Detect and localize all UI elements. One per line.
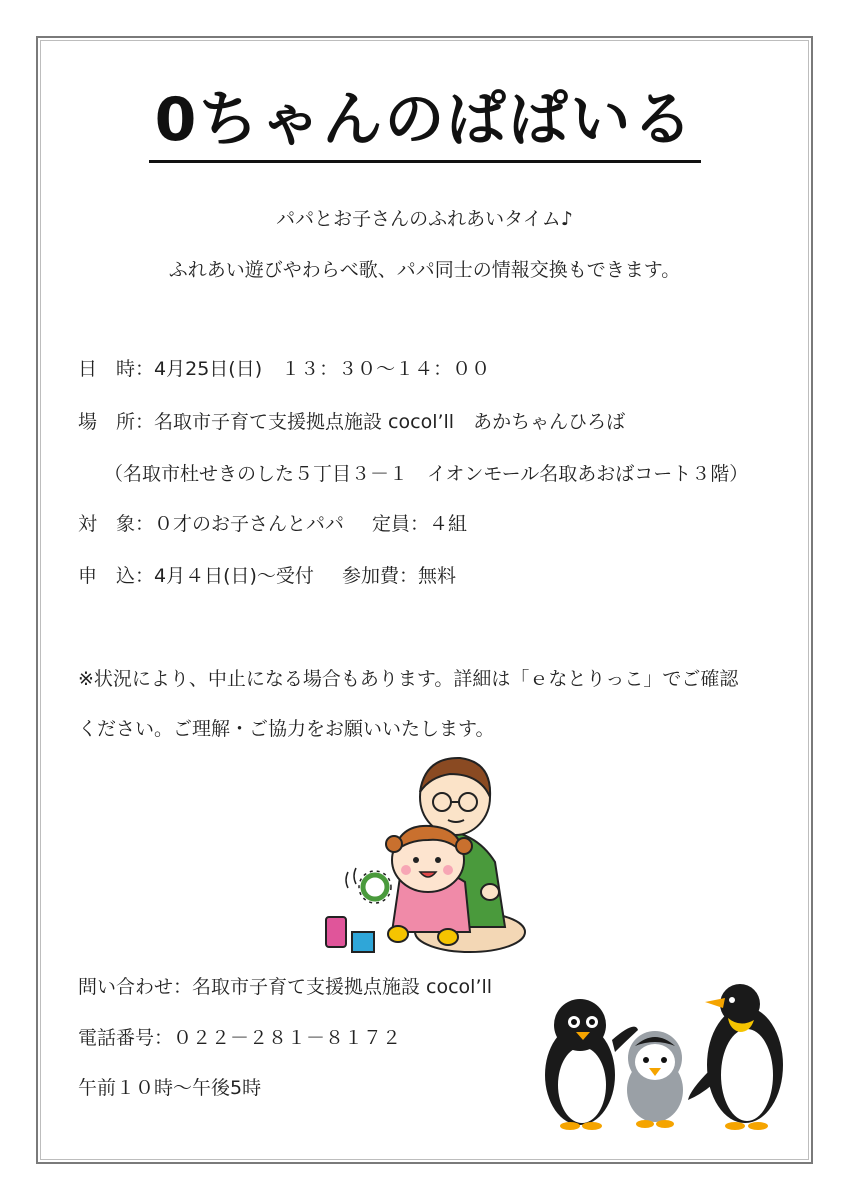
papa-and-baby-illustration	[320, 752, 530, 957]
contact-inquiry: 問い合わせ：名取市子育て支援拠点施設 cocol’ll	[78, 976, 493, 998]
detail-target	[78, 511, 467, 537]
detail-apply-label: 申 込：	[78, 565, 155, 587]
intro-line-1: パパとお子さんのふれあいタイム♪	[276, 208, 573, 230]
detail-target-label: 対 象：	[78, 513, 155, 535]
detail-place-value: 名取市子育て支援拠点施設 cocol’ll あかちゃんひろば	[154, 411, 626, 433]
page-title: 0ちゃんのぱぱいる	[154, 85, 695, 155]
detail-apply-value: 4月４日(日)～受付	[154, 565, 314, 587]
intro-line-2: ふれあい遊びやわらべ歌、パパ同士の情報交換もできます。	[168, 259, 681, 281]
title-underline	[149, 160, 701, 163]
detail-place-label: 場 所：	[78, 411, 155, 433]
detail-date-value: 4月25日(日) １３：３０～１４：００	[154, 358, 491, 380]
detail-capacity: 定員：４組	[372, 513, 468, 535]
detail-date-label: 日 時：	[78, 358, 155, 380]
detail-apply	[78, 563, 456, 589]
detail-place	[78, 409, 625, 435]
detail-target-value: ０才のお子さんとパパ	[154, 513, 345, 535]
notice-line-1: ※状況により、中止になる場合もあります。詳細は「ｅなとりっこ」でご確認	[78, 668, 739, 690]
contact-hours: 午前１０時～午後5時	[78, 1077, 262, 1099]
detail-date	[78, 356, 490, 382]
contact-phone: 電話番号：０２２－２８１－８１７２	[78, 1027, 402, 1049]
detail-fee: 参加費：無料	[341, 565, 456, 587]
notice-line-2: ください。ご理解・ご協力をお願いいたします。	[78, 718, 495, 740]
penguin-family-illustration	[540, 980, 795, 1130]
detail-place-note: （名取市杜せきのした５丁目３－１ イオンモール名取あおばコート３階）	[104, 463, 749, 485]
